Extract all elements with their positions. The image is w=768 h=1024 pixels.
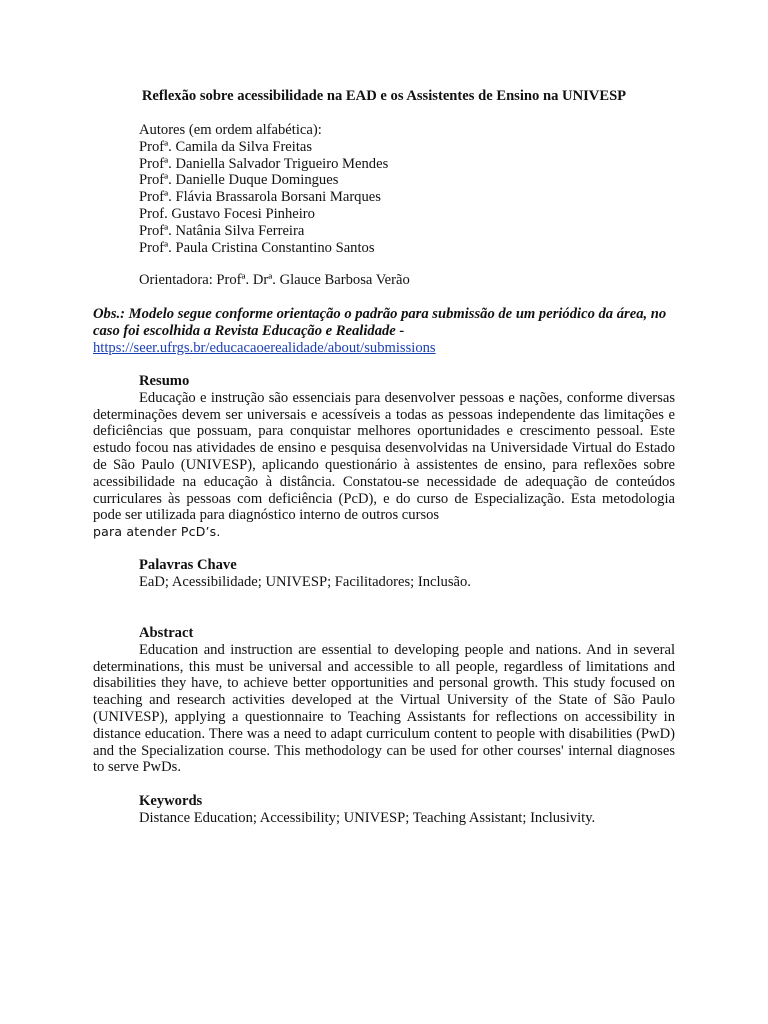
observation-text: Obs.: Modelo segue conforme orientação o padrão para submissão de um periódico da área, no caso foi escolhida a Revista Educação e Realidade - xyxy=(93,306,667,339)
author-name: Profª. Danielle Duque Domingues xyxy=(139,172,339,189)
author-name: Profª. Natânia Silva Ferreira xyxy=(139,222,305,239)
advisor-line: Orientadora: Profª. Drª. Glauce Barbosa Verão xyxy=(139,272,410,288)
abstract-heading: Abstract xyxy=(139,625,194,641)
resumo-body: Educação e instrução são essenciais para desenvolver pessoas e nações, conforme diversas determinações devem ser universais e acessíveis a todas as pessoas independente das limitações e deficiências que possuam, para conquistar melhores oportunidades e crescimento pessoal. Este estudo focou nas atividades de ensino e pesquisa desenvolvidas na Universidade Virtual do Estado de São Paulo (UNIVESP), aplicando questionário à assistentes de ensino, para reflexões sobre acessibilidade na educação à distância. Constatou-se necessidade de adequação de conteúdos curriculares às pessoas com deficiência (PcD), e do curso de Especialização. Esta metodologia pode ser utilizada para diagnóstico interno de outros cursos xyxy=(93,389,675,524)
author-name: Prof. Gustavo Focesi Pinheiro xyxy=(139,205,315,222)
resumo-last-line: para atender PcD’s. xyxy=(93,524,221,540)
author-name: Profª. Flávia Brassarola Borsani Marques xyxy=(139,189,381,206)
keywords-heading: Keywords xyxy=(139,793,203,809)
author-name: Profª. Camila da Silva Freitas xyxy=(139,138,313,155)
authors-heading: Autores (em ordem alfabética): xyxy=(139,122,322,138)
keywords-section xyxy=(139,793,679,827)
resumo-heading: Resumo xyxy=(139,373,190,389)
submission-link[interactable]: https://seer.ufrgs.br/educacaoerealidade/about/submissions xyxy=(93,339,436,356)
abstract-section xyxy=(93,625,675,776)
palavras-chave-heading: Palavras Chave xyxy=(139,557,237,573)
observation-note xyxy=(93,306,675,356)
palavras-chave-section xyxy=(139,557,679,591)
abstract-body: Education and instruction are essential to developing people and nations. And in several determinations, this must be universal and accessible to all people, regardless of limitations and disabilities they have, to achieve better opportunities and personal growth. This study focused on teaching and research activities developed at the Virtual University of the State of São Paulo (UNIVESP), applying a questionnaire to Teaching Assistants for reflections on accessibility in distance education. There was a need to adapt curriculum content to people with disabilities (PwD) and the Specialization course. This methodology can be used for other courses' internal diagnoses to serve PwDs. xyxy=(93,641,675,776)
keywords-body: Distance Education; Accessibility; UNIVESP; Teaching Assistant; Inclusivity. xyxy=(139,809,596,826)
paper-title: Reflexão sobre acessibilidade na EAD e os Assistentes de Ensino na UNIVESP xyxy=(141,88,627,104)
authors-block xyxy=(139,122,679,256)
author-name: Profª. Paula Cristina Constantino Santos xyxy=(139,239,375,256)
palavras-chave-body: EaD; Acessibilidade; UNIVESP; Facilitadores; Inclusão. xyxy=(139,573,471,590)
resumo-section xyxy=(93,373,675,541)
author-name: Profª. Daniella Salvador Trigueiro Mendes xyxy=(139,155,389,172)
